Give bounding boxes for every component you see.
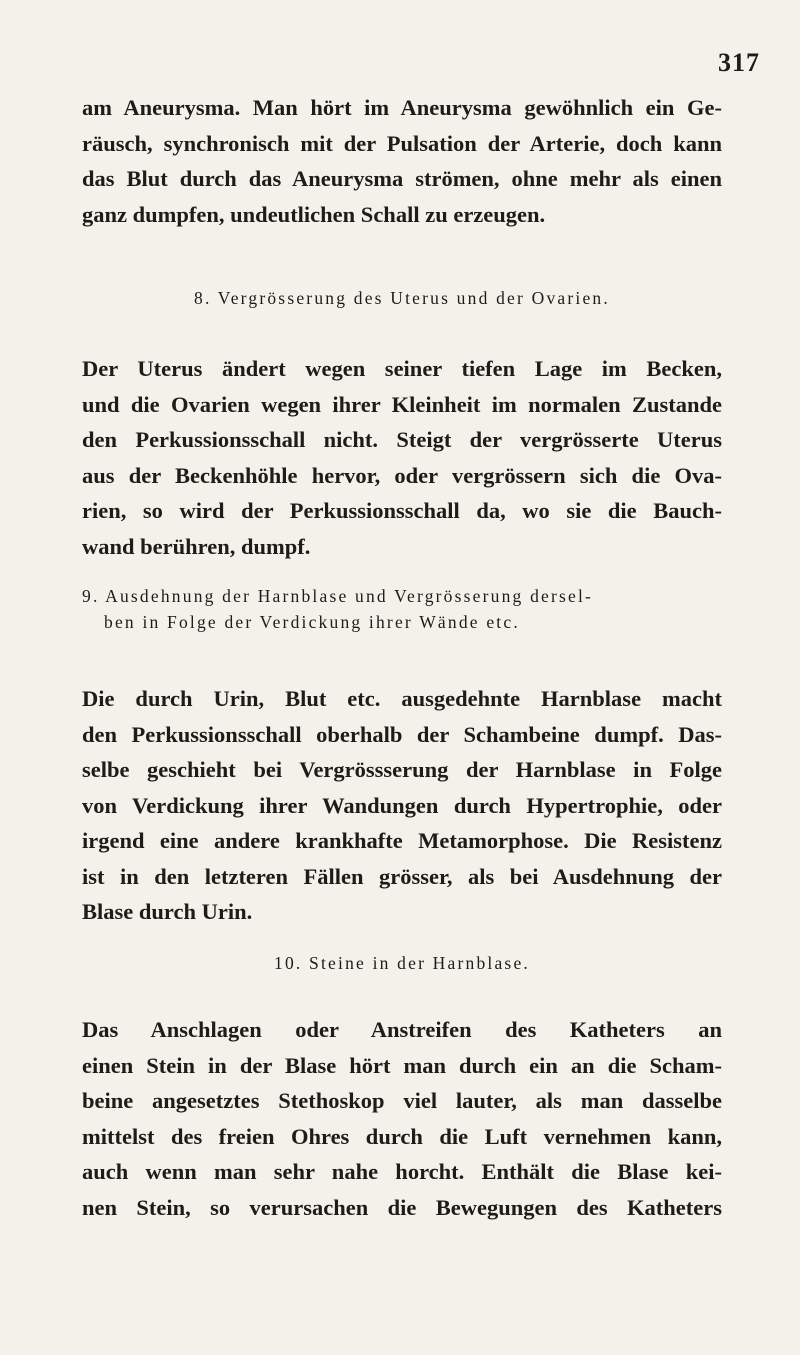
text-line: räusch, synchronisch mit der Pulsation der Arterie, doch kann [82,130,722,156]
text-line: das Blut durch das Aneurysma strömen, ohne mehr als einen [82,166,722,191]
text-line: und die Ovarien wegen ihrer Kleinheit im normalen Zustande [82,391,722,417]
text-line: wand berühren, dumpf. [82,533,311,559]
text-line: einen Stein in der Blase hört man durch ein an die Scham- [82,1052,722,1078]
text-line: beine angesetztes Stethoskop viel lauter, als man dasselbe [82,1088,722,1113]
page-number: 317 [718,48,760,77]
text-line: ganz dumpfen, undeutlichen Schall zu erzeugen. [82,201,546,227]
paragraph-uterus [82,351,722,564]
heading-line: 9. Ausdehnung der Harnblase und Vergrösserung dersel- [82,586,594,606]
text-line: den Perkussionsschall oberhalb der Schambeine dumpf. Das- [82,721,722,747]
text-line: den Perkussionsschall nicht. Steigt der vergrösserte Uterus [82,427,722,452]
section-heading-10 [82,950,722,976]
section-heading-9 [82,583,722,635]
text-line: ist in den letzteren Fällen grösser, als bei Ausdehnung der [82,863,722,889]
text-line: auch wenn man sehr nahe horcht. Enthält die Blase kei- [82,1159,722,1184]
text-line: selbe geschieht bei Vergrössserung der Harnblase in Folge [82,757,722,782]
text-line: irgend eine andere krankhafte Metamorphose. Die Resistenz [82,828,722,853]
text-line: von Verdickung ihrer Wandungen durch Hypertrophie, oder [82,792,722,818]
paragraph-steine [82,1012,722,1225]
paragraph-harnblase [82,681,722,930]
text-line: Der Uterus ändert wegen seiner tiefen Lage im Becken, [82,356,722,381]
text-line: Die durch Urin, Blut etc. ausgedehnte Harnblase macht [82,686,722,711]
text-line: Das Anschlagen oder Anstreifen des Katheters an [82,1017,722,1042]
text-line: aus der Beckenhöhle hervor, oder vergrössern sich die Ova- [82,462,722,488]
heading-line: 10. Steine in der Harnblase. [274,953,530,973]
text-line: Blase durch Urin. [82,899,253,924]
text-line: nen Stein, so verursachen die Bewegungen des Katheters [82,1194,722,1220]
section-heading-8 [82,285,722,311]
text-line: am Aneurysma. Man hört im Aneurysma gewöhnlich ein Ge- [82,95,722,120]
heading-line: ben in Folge der Verdickung ihrer Wände etc. [104,612,520,632]
text-line: rien, so wird der Perkussionsschall da, wo sie die Bauch- [82,498,722,523]
text-line: mittelst des freien Ohres durch die Luft vernehmen kann, [82,1123,722,1149]
paragraph-aneurysma [82,90,722,232]
heading-line: 8. Vergrösserung des Uterus und der Ovarien. [194,288,610,308]
